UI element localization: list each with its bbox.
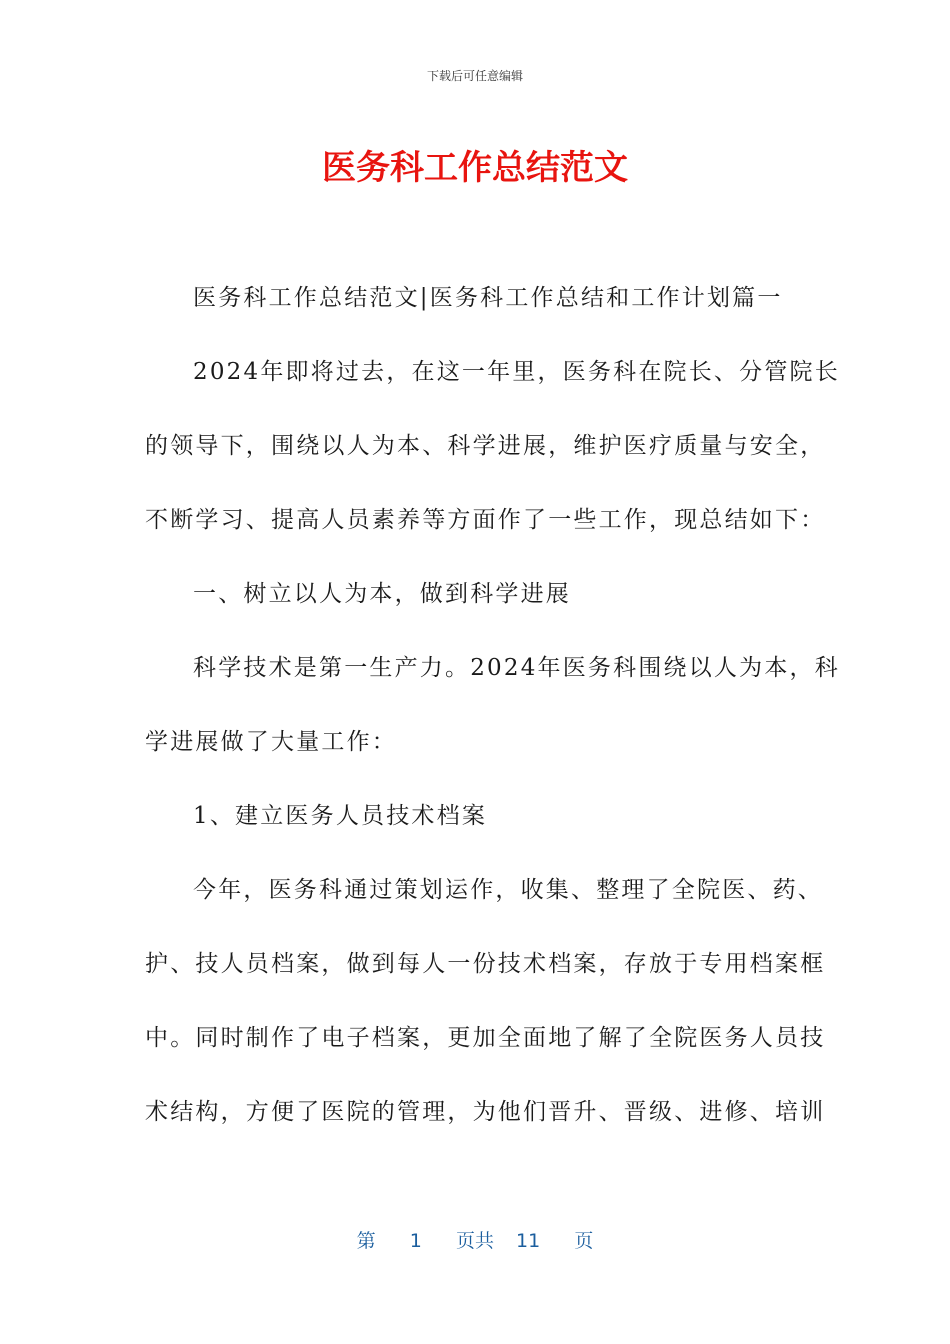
page-prefix: 第 [356, 1230, 376, 1252]
header-note: 下载后可任意编辑 [426, 69, 523, 83]
page-mid: 页共 [455, 1230, 494, 1252]
document-title: 医务科工作总结范文 [322, 148, 628, 188]
document-body [145, 276, 840, 1164]
total-pages: 11 [516, 1230, 541, 1252]
body-line: 不断学习、提高人员素养等方面作了一些工作，现总结如下： [145, 507, 826, 533]
body-line: 2024年即将过去，在这一年里，医务科在院长、分管院长 [193, 359, 840, 385]
body-line: 医务科工作总结范文|医务科工作总结和工作计划篇一 [193, 285, 783, 311]
body-line: 今年，医务科通过策划运作，收集、整理了全院医、药、 [193, 877, 823, 903]
body-line: 科学技术是第一生产力。2024年医务科围绕以人为本，科 [193, 655, 840, 681]
section-heading: 一、树立以人为本，做到科学进展 [193, 581, 571, 607]
page-number: 1 [409, 1230, 422, 1252]
subsection-heading: 1、建立医务人员技术档案 [193, 803, 488, 829]
body-line: 护、技人员档案，做到每人一份技术档案，存放于专用档案框 [145, 951, 826, 977]
body-line: 学进展做了大量工作： [145, 729, 397, 755]
body-line: 中。同时制作了电子档案，更加全面地了解了全院医务人员技 [145, 1025, 826, 1051]
body-line: 术结构，方便了医院的管理，为他们晋升、晋级、进修、培训 [145, 1099, 826, 1125]
body-line: 的领导下，围绕以人为本、科学进展，维护医疗质量与安全， [145, 433, 826, 459]
page-suffix: 页 [574, 1230, 594, 1252]
page-footer [0, 1226, 950, 1253]
